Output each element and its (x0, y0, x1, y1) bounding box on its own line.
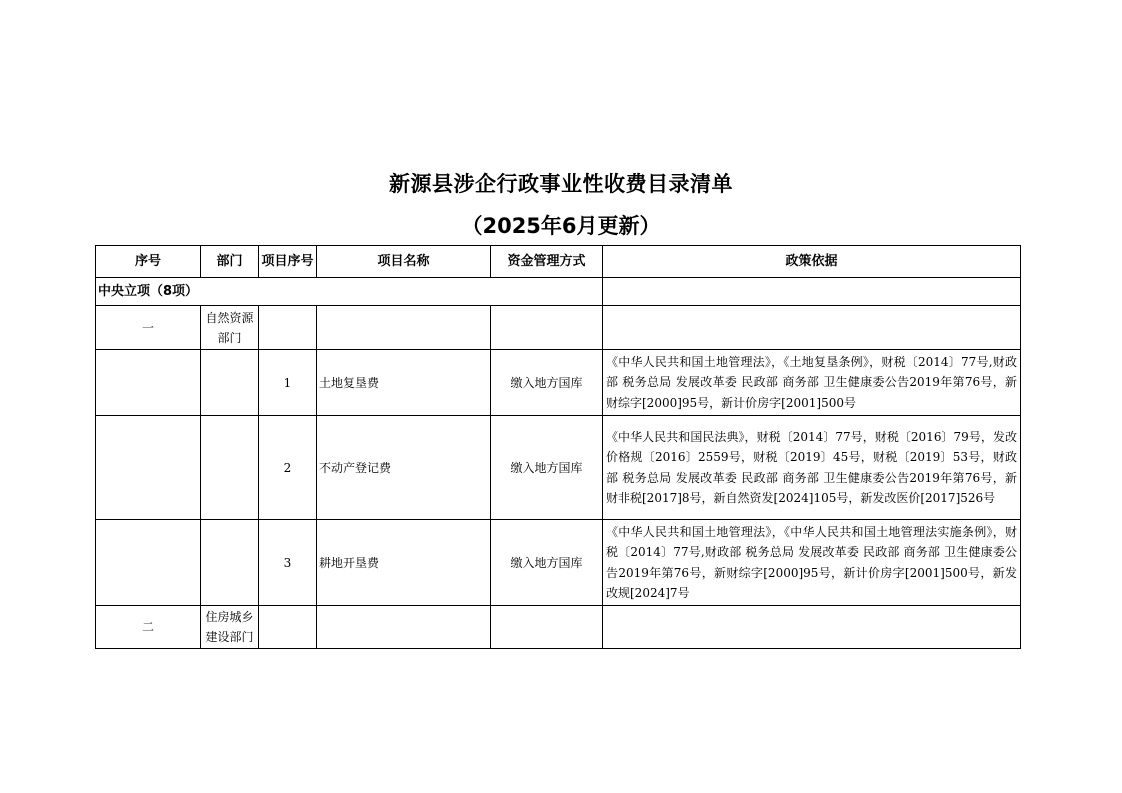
empty-cell (96, 416, 201, 520)
policy-basis: 《中华人民共和国土地管理法》，《土地复垦条例》，财税〔2014〕77号,财政部 税务总局 发展改革委 民政部 商务部 卫生健康委公告2019年第76号，新财综字[2000]95号，新计价房字[2001]500号 (603, 350, 1021, 416)
empty-cell (491, 306, 603, 350)
section-row (96, 278, 1021, 306)
header-item-seq: 项目序号 (259, 246, 317, 278)
group-seq: 一 (96, 306, 201, 350)
fee-catalog-table (95, 245, 1021, 649)
item-name: 不动产登记费 (317, 416, 491, 520)
item-name: 土地复垦费 (317, 350, 491, 416)
document-subtitle: （2025年6月更新） (461, 214, 661, 238)
group-department: 住房城乡建设部门 (201, 606, 259, 649)
document-title: 新源县涉企行政事业性收费目录清单 (389, 172, 733, 196)
empty-cell (201, 416, 259, 520)
fund-management: 缴入地方国库 (491, 416, 603, 520)
empty-cell (96, 350, 201, 416)
group-department: 自然资源部门 (201, 306, 259, 350)
item-seq: 3 (259, 520, 317, 606)
header-policy-basis: 政策依据 (603, 246, 1021, 278)
group-seq: 二 (96, 606, 201, 649)
policy-basis: 《中华人民共和国土地管理法》，《中华人民共和国土地管理法实施条例》，财税〔2014〕77号,财政部 税务总局 发展改革委 民政部 商务部 卫生健康委公告2019年第76号，新财综字[2000]95号，新计价房字[2001]500号，新发改规[2024]7号 (603, 520, 1021, 606)
section-policy-empty (603, 278, 1021, 306)
item-seq: 2 (259, 416, 317, 520)
header-seq: 序号 (96, 246, 201, 278)
empty-cell (603, 306, 1021, 350)
policy-basis: 《中华人民共和国民法典》，财税〔2014〕77号，财税〔2016〕79号，发改价格规〔2016〕2559号，财税〔2019〕45号，财税〔2019〕53号，财政部 税务总局 发展改革委 民政部 商务部 卫生健康委公告2019年第76号，新财非税[2017]8号，新自然资发[2024]105号，新发改医价[2017]526号 (603, 416, 1021, 520)
header-item-name: 项目名称 (317, 246, 491, 278)
empty-cell (201, 520, 259, 606)
table-header-row (96, 246, 1021, 278)
fund-management: 缴入地方国库 (491, 350, 603, 416)
empty-cell (603, 606, 1021, 649)
item-seq: 1 (259, 350, 317, 416)
header-fund-management: 资金管理方式 (491, 246, 603, 278)
table-row (96, 520, 1021, 606)
item-name: 耕地开垦费 (317, 520, 491, 606)
fund-management: 缴入地方国库 (491, 520, 603, 606)
table-row (96, 306, 1021, 350)
empty-cell (491, 606, 603, 649)
table-row (96, 416, 1021, 520)
empty-cell (317, 606, 491, 649)
table-row (96, 350, 1021, 416)
header-department: 部门 (201, 246, 259, 278)
table-row (96, 606, 1021, 649)
empty-cell (317, 306, 491, 350)
empty-cell (96, 520, 201, 606)
empty-cell (201, 350, 259, 416)
empty-cell (259, 306, 317, 350)
empty-cell (259, 606, 317, 649)
section-label: 中央立项（8项） (96, 278, 603, 306)
